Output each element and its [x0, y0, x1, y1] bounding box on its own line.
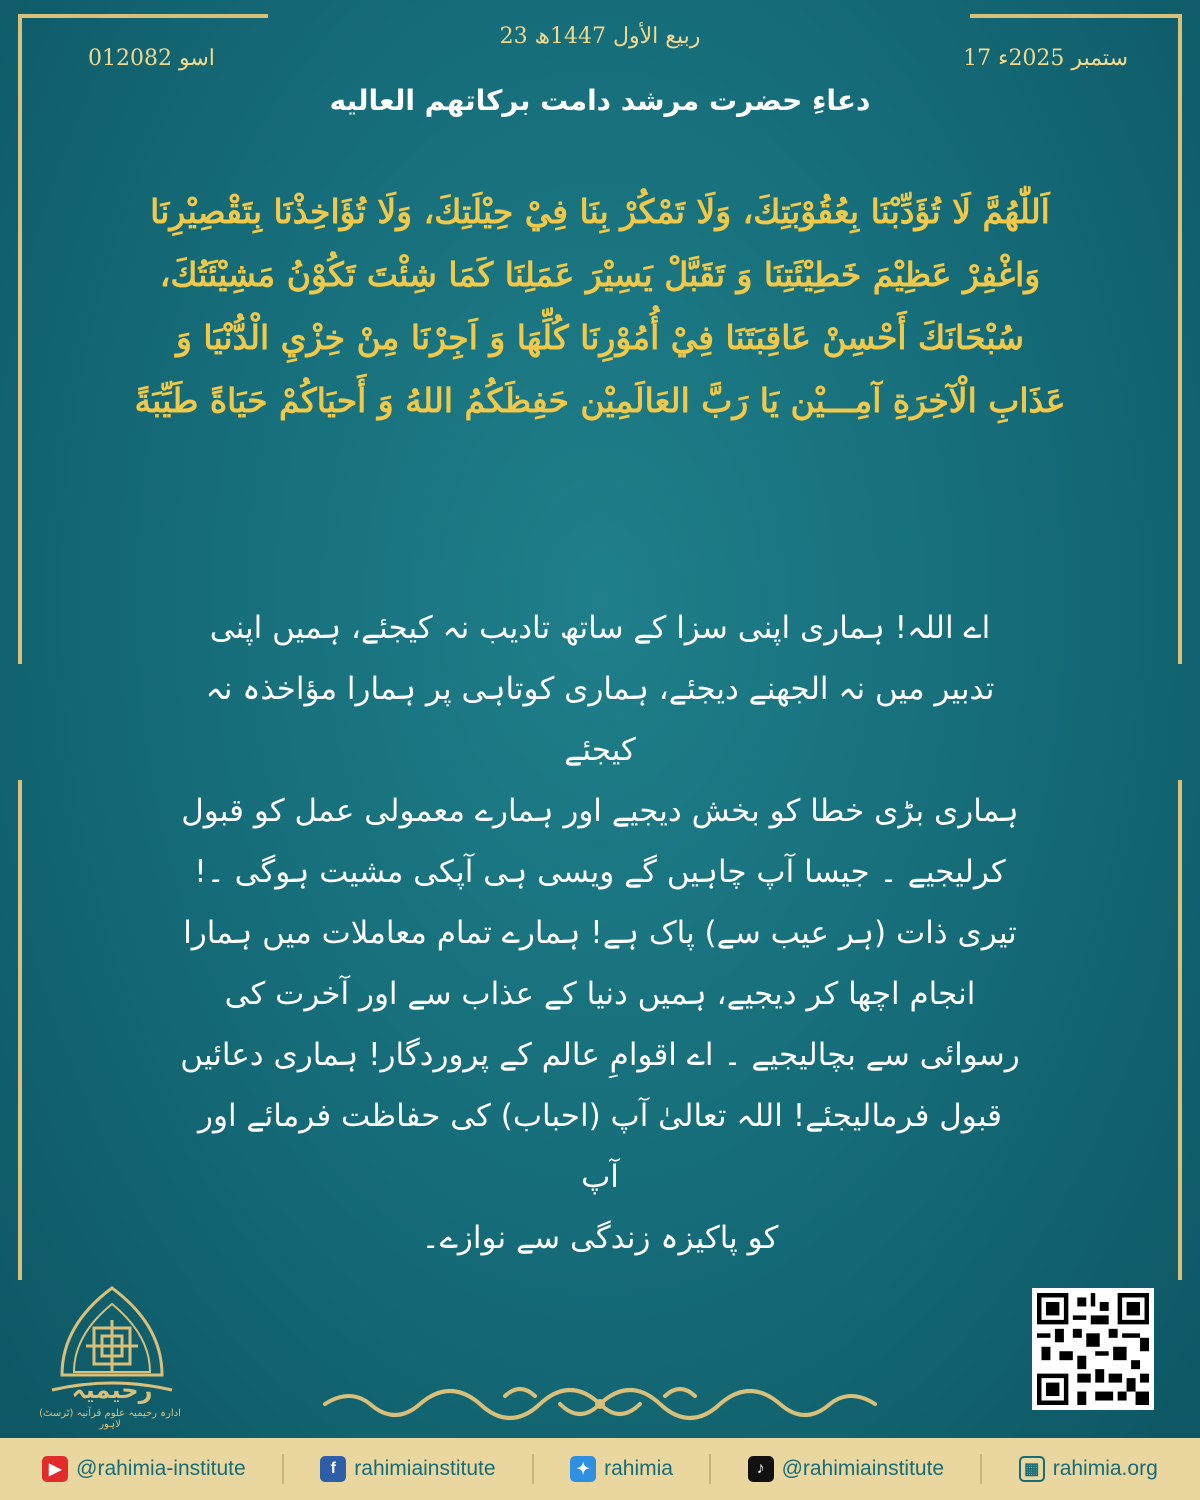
- qr-code[interactable]: [1032, 1288, 1154, 1410]
- youtube-icon: ▶: [42, 1456, 68, 1482]
- facebook-link[interactable]: [320, 1456, 495, 1482]
- arabic-line: عَذَابِ الْآخِرَةِ آمِـــيْن يَا رَبَّ العَالَمِيْن حَفِظَكُمُ اللهُ وَ أَحيَاكُمْ حَيَاةً طَيِّبَةً: [134, 381, 1066, 420]
- twitter-icon: ✦: [570, 1456, 596, 1482]
- website-link[interactable]: [1019, 1456, 1158, 1482]
- arabic-line: وَاغْفِرْ عَظِيْمَ خَطِيْئَتِنَا وَ تَقَبَّلْ يَسِيْرَ عَمَلِنَا كَمَا شِئْتَ تَكُوْنُ مَشِيْئَتُكَ،: [159, 255, 1041, 294]
- tiktok-link[interactable]: [748, 1456, 945, 1482]
- urdu-translation: [180, 598, 1020, 1269]
- urdu-line: اے اللہ! ہماری اپنی سزا کے ساتھ تادیب نہ کیجئے، ہمیں اپنی: [209, 610, 991, 646]
- logo-subtitle: ادارہ رحیمیہ علوم قرآنیہ (ٹرسٹ) لاہور: [39, 1408, 181, 1430]
- youtube-link[interactable]: [42, 1456, 246, 1482]
- urdu-line: کو پاکیزہ زندگی سے نوازے۔: [421, 1220, 779, 1256]
- social-footer: [0, 1438, 1200, 1500]
- urdu-line: کرلیجیے ۔ جیسا آپ چاہیں گے ویسی ہی آپکی مشیت ہوگی ۔!: [194, 854, 1006, 890]
- divider: [532, 1454, 534, 1484]
- frame-bottom-left: [18, 780, 22, 1280]
- urdu-line: تیری ذات (ہر عیب سے) پاک ہے! ہمارے تمام معاملات میں ہمارا: [183, 915, 1017, 951]
- arabic-line: اَللّٰهُمَّ لَا تُؤَدِّبْنَا بِعُقُوْبَتِكَ، وَلَا تَمْكُرْ بِنَا فِيْ حِيْلَتِكَ، وَلَا تُؤَاخِذْنَا بِتَقْصِيْرِنَا: [150, 192, 1050, 231]
- logo-name: رحیمیہ: [71, 1376, 153, 1404]
- facebook-icon: f: [320, 1456, 346, 1482]
- divider: [709, 1454, 711, 1484]
- youtube-handle: @rahimia-institute: [76, 1457, 246, 1480]
- facebook-handle: rahimiainstitute: [354, 1457, 496, 1480]
- arabic-line: سُبْحَانَكَ أَحْسِنْ عَاقِبَتَنَا فِيْ أُمُوْرِنَا كُلِّهَا وَ اَجِرْنَا مِنْ خِزْيِ الْدُّنْيَا وَ: [175, 318, 1025, 357]
- hijri-date: 23 ربیع الأول 1447ھ: [499, 24, 701, 49]
- urdu-line: تدبیر میں نہ الجھنے دیجئے، ہماری کوتاہی پر ہمارا مؤاخذہ نہ کیجئے: [205, 671, 995, 768]
- page-title: دعاءِ حضرت مرشد دامت برکاتهم العاليه: [329, 84, 871, 117]
- arabic-dua: [70, 180, 1130, 432]
- urdu-line: رسوائی سے بچالیجیے ۔ اے اقوامِ عالم کے پروردگار! ہماری دعائیں: [180, 1037, 1020, 1073]
- divider: [282, 1454, 284, 1484]
- website-url: rahimia.org: [1052, 1457, 1158, 1480]
- urdu-line: ہماری بڑی خطا کو بخش دیجیے اور ہمارے معمولی عمل کو قبول: [181, 793, 1019, 829]
- twitter-link[interactable]: [570, 1456, 673, 1482]
- urdu-line: انجام اچھا کر دیجیے، ہمیں دنیا کے عذاب سے اور آخرت کی: [224, 976, 976, 1012]
- web-icon: ▦: [1019, 1456, 1045, 1482]
- gregorian-date: 17 ستمبر 2025ء: [963, 46, 1128, 71]
- tiktok-handle: @rahimiainstitute: [781, 1457, 945, 1480]
- urdu-line: قبول فرمالیجئے! اللہ تعالیٰ آپ (احباب) کی حفاظت فرمائے اور آپ: [198, 1098, 1002, 1195]
- divider: [980, 1454, 982, 1484]
- twitter-handle: rahimia: [604, 1457, 673, 1480]
- frame-bottom-right: [1178, 780, 1182, 1280]
- ornament-divider: [300, 1368, 900, 1440]
- vikrami-date: 01اسو 2082: [88, 46, 215, 71]
- tiktok-icon: ♪: [748, 1456, 774, 1482]
- qr-code-icon: [1037, 1293, 1149, 1405]
